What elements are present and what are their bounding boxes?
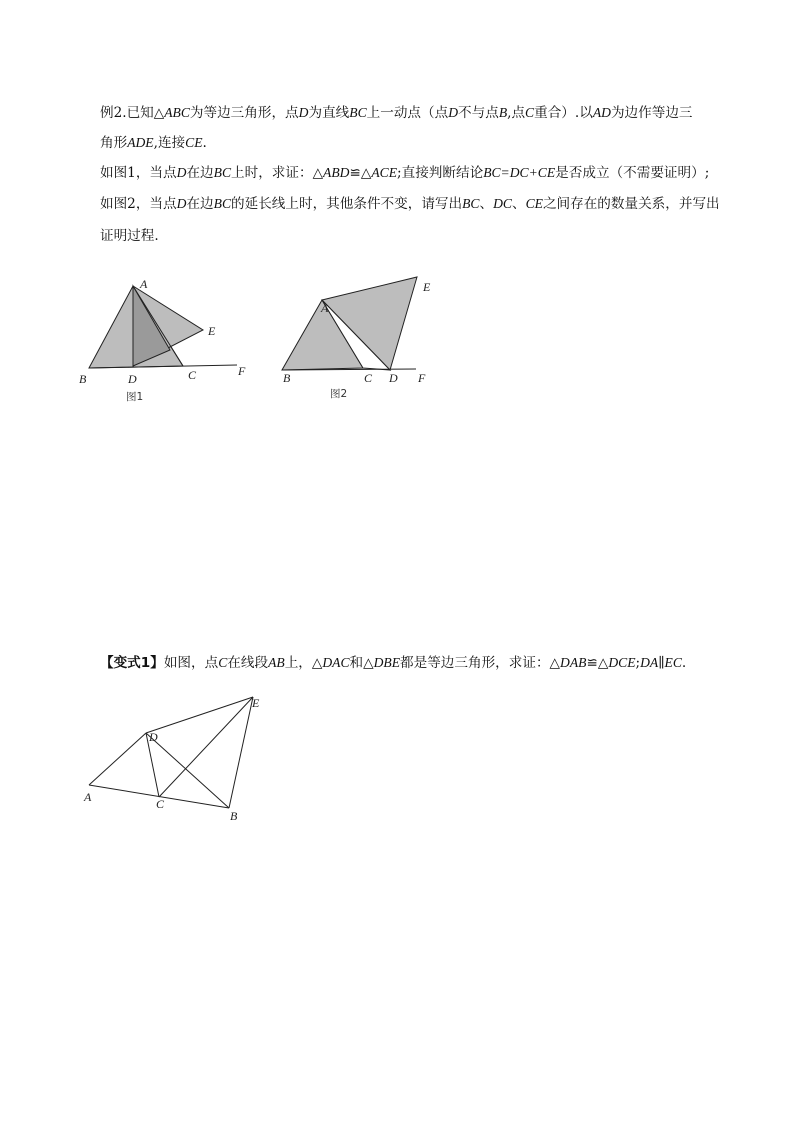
math: D [298,105,309,120]
math: ABD [323,165,350,180]
text: ;直接判断结论 [397,165,484,181]
text: . [202,135,207,151]
math: D [176,165,187,180]
math: CE [525,196,543,211]
math: BC [213,165,232,180]
text: 上，△ [284,655,323,671]
math: CE [185,135,203,150]
label-b: B [230,809,238,823]
text: 、 [511,196,526,212]
label-f: F [418,371,426,385]
label-b: B [79,372,87,386]
math: ACE [371,165,398,180]
text: 重合）.以 [534,105,593,121]
text: ≌△ [349,165,372,181]
caption-fig2: 图2 [330,388,348,400]
label-d: D [389,371,398,385]
label-c: C [156,797,165,811]
label-e: E [208,324,216,338]
label-d: D [149,730,158,744]
math: AB [268,655,285,670]
text: 上一动点（点 [366,105,449,121]
text: 在边 [186,165,214,181]
label-c: C [364,371,373,385]
math: D [448,105,459,120]
math: EC [664,655,682,670]
text: 为直线 [308,105,350,121]
math: DAB [560,655,587,670]
text: 证明过程. [100,228,159,244]
math: B [498,105,508,120]
math: AD [592,105,611,120]
text: 例2.已知△ [100,105,165,121]
text: 都是等边三角形，求证：△ [400,655,561,671]
text: . [681,655,687,671]
label-a: A [321,301,329,315]
text: 是否成立（不需要证明）; [555,165,710,181]
math: DCE [608,655,636,670]
text: 和△ [349,655,374,671]
text: ,连接 [153,135,186,151]
text: ,点 [507,105,526,121]
segment-eb [229,697,253,808]
text: 如图1，当点 [100,165,177,181]
math: BC [213,196,232,211]
math: C [525,105,535,120]
label-b: B [283,371,291,385]
math: BC=DC+CE [483,165,556,180]
math: BC [462,196,480,211]
label-f: F [238,364,246,378]
text: ∥ [658,655,665,671]
text: 、 [479,196,494,212]
text: 之间存在的数量关系，并写出 [542,196,720,212]
text: 的延长线上时，其他条件不变，请写出 [231,196,463,212]
text: 不与点 [458,105,499,121]
math: DA [640,655,659,670]
text: 在边 [186,196,214,212]
math: ADE [127,135,154,150]
text: 为边作等边三 [610,105,693,121]
label-e: E [252,696,260,710]
segment-ad [89,733,146,785]
caption-fig1: 图1 [126,391,144,403]
math: ABC [164,105,190,120]
math: DAC [322,655,350,670]
label-c: C [188,368,197,382]
label-d: D [128,372,137,386]
text: 上时，求证：△ [231,165,324,181]
variant-tag: 【变式1】 [100,655,164,671]
text: 如图2，当点 [100,196,177,212]
segment-de [146,697,253,733]
label-a: A [84,790,92,804]
text: ≌△ [586,655,609,671]
label-e: E [423,280,431,294]
segment-ec [159,697,253,797]
math: BC [349,105,367,120]
text: 为等边三角形，点 [189,105,299,121]
text: 角形 [100,135,128,151]
math: D [176,196,187,211]
text: 在线段 [227,655,269,671]
text: 如图，点 [163,655,219,671]
label-a: A [140,277,148,291]
math: DBE [373,655,401,670]
math: DC [493,196,512,211]
math: C [218,655,228,670]
text: ; [635,655,641,671]
